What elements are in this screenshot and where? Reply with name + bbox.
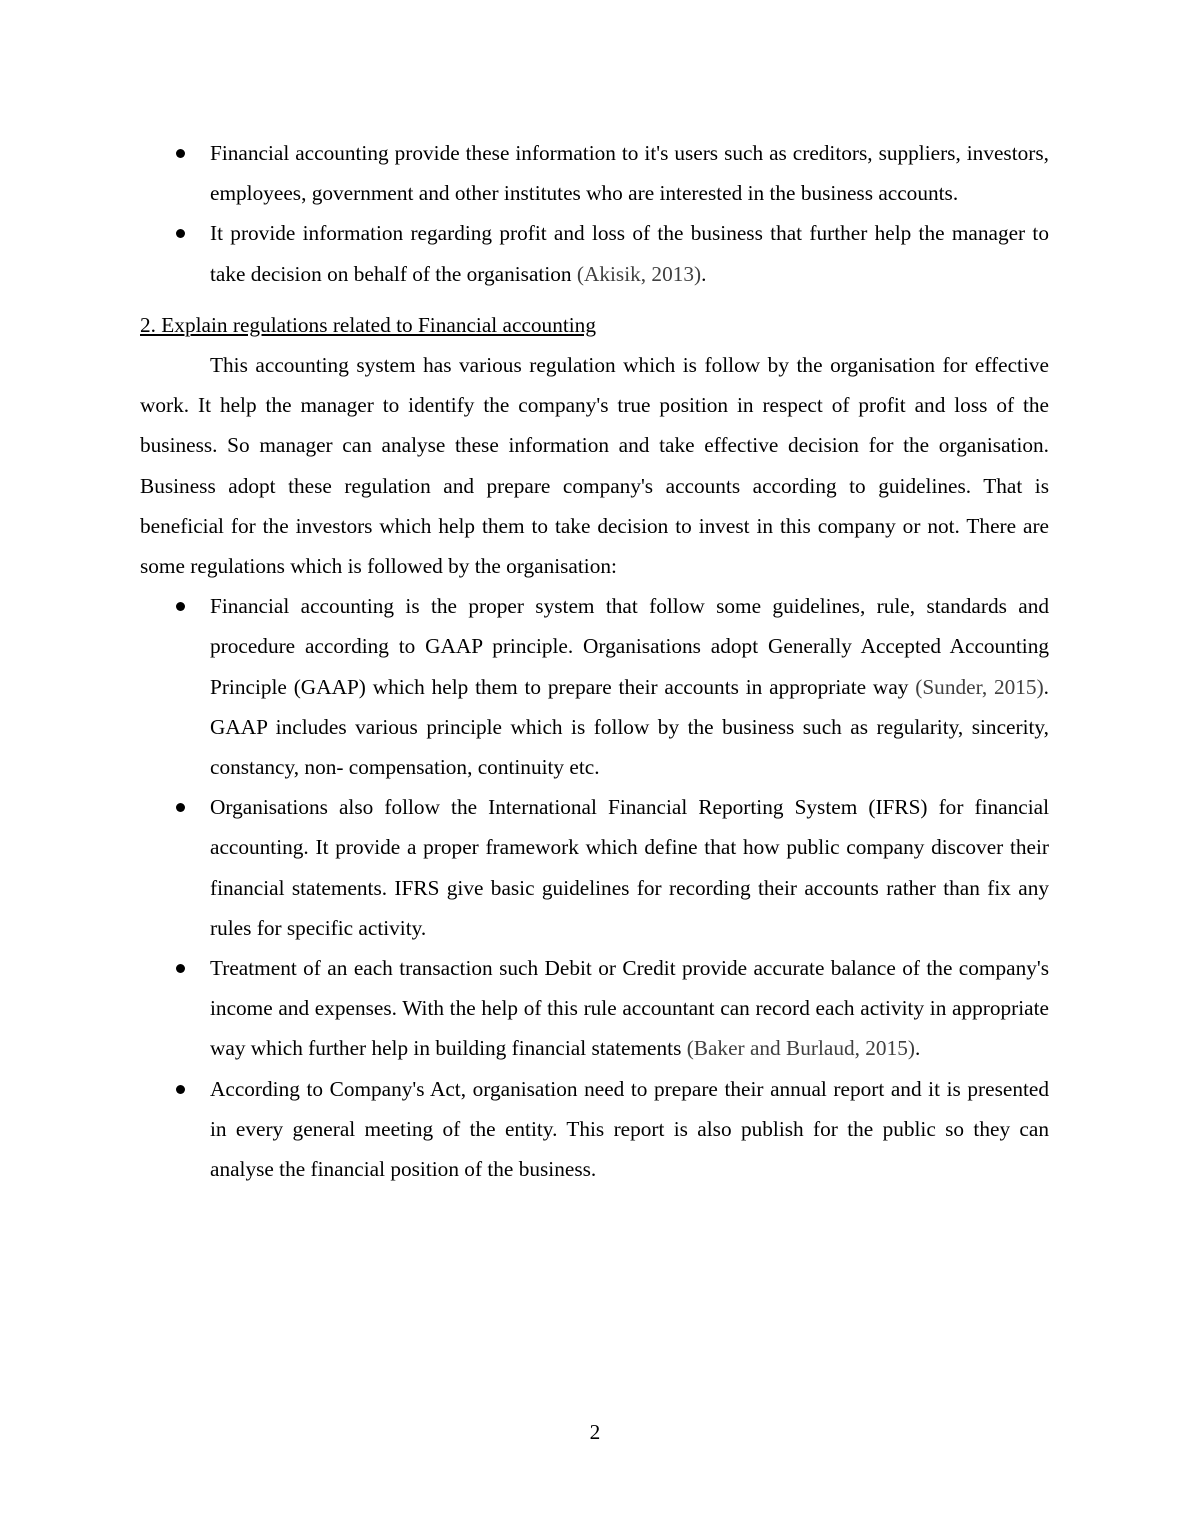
bullet-icon [176, 948, 186, 988]
list-item-text: Financial accounting provide these information to it's users such as creditors, suppliers, investors, employees, government and other institutes who are interested in the business accounts. [210, 141, 1049, 206]
bullet-icon [176, 213, 186, 253]
list-item [140, 787, 1049, 948]
top-bullet-list [140, 133, 1049, 294]
bullet-icon [176, 586, 186, 626]
list-item-text: Treatment of an each transaction such Debit or Credit provide accurate balance of the company's income and expenses. With the help of this rule accountant can record each activity in appropriate way which further help in building financial statements [210, 956, 1049, 1061]
bullet-icon [176, 787, 186, 827]
regulations-bullet-list [140, 586, 1049, 1189]
bullet-icon [176, 1069, 186, 1109]
page-number: 2 [589, 1420, 601, 1444]
list-item [140, 948, 1049, 1069]
list-item-text-end: . [914, 1036, 921, 1061]
bullet-icon [176, 133, 186, 173]
citation: (Sunder, 2015) [915, 674, 1044, 699]
list-item [140, 586, 1049, 787]
document-page [140, 133, 1049, 1189]
list-item-text: Financial accounting is the proper system that follow some guidelines, rule, standards and procedure according to GAAP principle. Organisations adopt Generally Accepted Accounting Principle (GAAP) which help them to prepare their accounts in appropriate way [210, 594, 1049, 699]
list-item [140, 133, 1049, 213]
list-item-text: Organisations also follow the International Financial Reporting System (IFRS) for financial accounting. It provide a proper framework which define that how public company discover their financial statements. IFRS give basic guidelines for recording their accounts rather than fix any rules for specific activity. [210, 795, 1049, 940]
list-item [140, 213, 1049, 293]
citation: (Akisik, 2013) [576, 261, 702, 286]
section-paragraph: This accounting system has various regulation which is follow by the organisation for effective work. It help the manager to identify the company's true position in respect of profit and loss of the business. So manager can analyse these information and take effective decision for the organisation. Business adopt these regulation and prepare company's accounts according to guidelines. That is beneficial for the investors which help them to take decision to invest in this company or not. There are some regulations which is followed by the organisation: [140, 353, 1049, 579]
list-item-text-end: . GAAP includes various principle which is follow by the business such as regularity, sincerity, constancy, non- compensation, continuity etc. [210, 674, 1049, 780]
citation: (Baker and Burlaud, 2015) [686, 1036, 915, 1061]
list-item-text: It provide information regarding profit and loss of the business that further help the manager to take decision on behalf of the organisation [210, 221, 1049, 286]
list-item-text: According to Company's Act, organisation need to prepare their annual report and it is presented in every general meeting of the entity. This report is also publish for the public so they can analyse the financial position of the business. [210, 1076, 1049, 1182]
section-heading: 2. Explain regulations related to Financial accounting [140, 312, 596, 337]
list-item [140, 1069, 1049, 1190]
list-item-text-end: . [701, 261, 707, 286]
